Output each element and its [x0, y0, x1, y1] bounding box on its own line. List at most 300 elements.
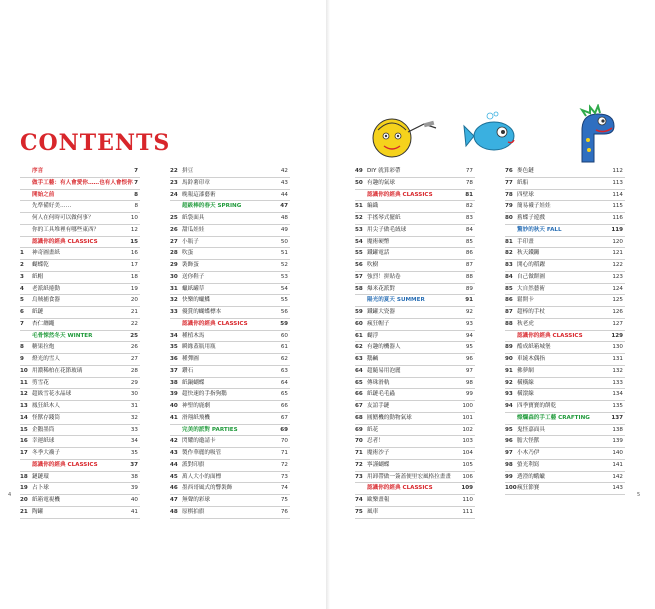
toc-entry-title: 開心的稻躍 — [517, 262, 545, 268]
toc-entry-number: 35 — [170, 344, 178, 351]
toc-entry — [505, 378, 625, 390]
toc-page-number: 39 — [130, 485, 138, 492]
toc-page-number: 75 — [280, 497, 288, 503]
toc-page-number: 109 — [461, 485, 473, 492]
toc-page-number: 56 — [280, 309, 288, 315]
toc-entry — [170, 260, 290, 272]
toc-entry — [20, 354, 140, 366]
toc-page-number: 61 — [280, 344, 288, 351]
toc-entry-number: 16 — [20, 438, 28, 445]
toc-entry-number: 33 — [170, 309, 178, 315]
toc-entry-title: 老派紙捲動 — [32, 285, 60, 292]
toc-entry-number: 13 — [20, 403, 28, 409]
blue-fish-character-illustration — [462, 110, 524, 158]
toc-page-number: 62 — [280, 356, 288, 362]
toc-page-number: 67 — [280, 414, 288, 421]
toc-entry-number: 51 — [355, 203, 363, 210]
toc-section-heading — [170, 425, 290, 437]
toc-entry-number: 98 — [505, 461, 513, 468]
toc-page-number: 84 — [465, 226, 473, 233]
toc-entry-title: 瞬緣蓋瓶用瓶 — [182, 344, 216, 351]
toc-entry-number: 79 — [505, 203, 513, 210]
toc-entry-title: 超棒的手杖 — [517, 309, 545, 315]
toc-entry-number: 48 — [170, 508, 178, 515]
toc-entry-number: 95 — [505, 426, 513, 433]
toc-entry-title: 小木乃伊 — [517, 450, 540, 456]
toc-page-number: 32 — [130, 414, 138, 421]
toc-entry — [170, 166, 290, 178]
toc-page-number: 137 — [611, 414, 623, 421]
toc-entry-number: 100 — [505, 485, 517, 492]
toc-entry-title: 紙袋面具 — [182, 215, 205, 221]
toc-entry-title: 鑽石 — [182, 367, 194, 374]
toc-entry-number: 1 — [20, 250, 24, 257]
toc-page-number: 55 — [280, 297, 288, 304]
toc-page-number: 96 — [465, 356, 473, 362]
toc-section-heading — [20, 331, 140, 343]
toc-entry-number: 19 — [20, 485, 28, 492]
toc-entry-title: 你的工具堆裡有哪些東西？ — [32, 226, 100, 233]
toc-section-heading — [20, 190, 140, 202]
toc-page-number: 140 — [612, 450, 623, 456]
toc-entry — [170, 495, 290, 507]
toc-page-number: 43 — [280, 179, 288, 186]
toc-entry — [505, 472, 625, 484]
toc-entry — [355, 460, 475, 472]
toc-entry-number: 29 — [170, 262, 178, 268]
toc-entry-title: 魔術硬幣 — [367, 238, 390, 245]
toc-entry — [170, 307, 290, 319]
toc-entry-title: 何人在何時可以做何事？ — [32, 215, 94, 221]
toc-entry — [355, 248, 475, 260]
toc-page-number: 66 — [280, 403, 288, 409]
toc-entry — [355, 436, 475, 448]
toc-entry-number: 6 — [20, 309, 24, 315]
toc-page-number: 78 — [465, 179, 473, 186]
toc-entry-title: 剪雪花 — [32, 379, 49, 386]
toc-entry-title: 認識你的經典 CLASSICS — [32, 461, 98, 468]
toc-page-number: 83 — [465, 215, 473, 221]
toc-entry — [170, 460, 290, 472]
toc-entry-title: 怪獸存錢筒 — [32, 414, 60, 421]
toc-entry-number: 10 — [20, 367, 28, 374]
toc-entry-title: 驚妙的秋天 FALL — [517, 226, 562, 233]
toc-page-number: 65 — [280, 391, 288, 398]
toc-page-number: 87 — [465, 262, 473, 268]
toc-entry-number: 37 — [170, 367, 178, 374]
toc-entry-title: 種彈圖 — [182, 356, 199, 362]
toc-entry-number: 8 — [20, 344, 24, 351]
toc-entry — [505, 307, 625, 319]
toc-entry — [20, 495, 140, 507]
toc-entry — [20, 448, 140, 460]
toc-page-number: 31 — [130, 403, 138, 409]
toc-entry-title: 吹蛋 — [182, 250, 194, 257]
toc-page-number: 101 — [462, 414, 473, 421]
toc-entry — [355, 307, 475, 319]
toc-entry-title: 做手工藝：有人會愛你……也有人會恨你 — [32, 179, 133, 186]
toc-entry-number: 71 — [355, 450, 363, 456]
toc-page-number: 88 — [465, 273, 473, 280]
toc-entry — [170, 507, 290, 519]
toc-entry — [355, 237, 475, 249]
toc-page-number: 59 — [280, 320, 288, 327]
toc-page-number: 8 — [134, 203, 138, 210]
toc-entry-number: 60 — [355, 320, 363, 327]
toc-entry-number: 25 — [170, 215, 178, 221]
toc-entry — [20, 366, 140, 378]
toc-entry-title: 寧謹蝴蝶 — [367, 461, 390, 468]
toc-page-number: 86 — [465, 250, 473, 257]
toc-page-number: 134 — [612, 391, 623, 398]
toc-entry-title: 優賞的蝴蝶標本 — [182, 309, 222, 315]
toc-entry — [505, 401, 625, 413]
toc-entry-number: 94 — [505, 403, 513, 409]
toc-entry-title: 滑翔紙飛機 — [182, 414, 210, 421]
toc-entry — [20, 307, 140, 319]
toc-page-number: 30 — [130, 391, 138, 398]
toc-page-number: 27 — [130, 356, 138, 362]
sock-puppet-dinosaur-illustration — [564, 104, 620, 164]
toc-page-number: 33 — [130, 426, 138, 433]
toc-entry-title: 瘋狂帽子 — [367, 320, 390, 327]
toc-entry-title: 超級棒的春天 SPRING — [182, 203, 242, 210]
toc-page-number: 41 — [130, 508, 138, 515]
toc-entry — [20, 483, 140, 495]
toc-entry-number: 53 — [355, 226, 363, 233]
toc-entry-title: 燈光的雪人 — [32, 356, 60, 362]
toc-entry-number: 86 — [505, 297, 513, 304]
toc-entry — [170, 178, 290, 190]
toc-entry-title: 麥色鏈 — [517, 168, 534, 174]
toc-entry-number: 69 — [355, 426, 363, 433]
toc-entry — [20, 213, 140, 225]
toc-page-number: 120 — [612, 238, 623, 245]
toc-entry — [20, 436, 140, 448]
toc-section-heading — [20, 166, 140, 178]
toc-entry-title: 超級雪花水晶球 — [32, 391, 72, 398]
toc-entry-number: 21 — [20, 508, 28, 515]
toc-entry-title: 紙船 — [517, 179, 529, 186]
toc-entry — [505, 425, 625, 437]
toc-entry-number: 4 — [20, 285, 24, 292]
toc-entry — [20, 507, 140, 519]
toc-column-2 — [170, 166, 290, 519]
toc-entry-title: 杏仁纏繩 — [32, 320, 55, 327]
toc-entry-title: 馬鈴薯印章 — [182, 179, 210, 186]
toc-entry-title: 先準備好美…… — [32, 203, 72, 210]
toc-section-heading — [170, 319, 290, 331]
toc-entry — [355, 319, 475, 331]
toc-page-number: 85 — [465, 238, 473, 245]
toc-section-heading — [355, 190, 475, 202]
toc-page-number: 94 — [465, 332, 473, 339]
toc-entry-title: 鬼怪嘉面具 — [517, 426, 545, 433]
toc-entry-title: 序言 — [32, 168, 44, 174]
toc-entry-title: 送你鞋子 — [182, 273, 205, 280]
toc-entry-title: 鵝鹹 — [367, 356, 379, 362]
toc-entry — [170, 378, 290, 390]
toc-page-number: 133 — [612, 379, 623, 386]
page-title: CONTENTS — [20, 130, 171, 156]
toc-page-number: 69 — [280, 426, 288, 433]
toc-page-number: 60 — [280, 332, 288, 339]
toc-entry-number: 81 — [505, 238, 513, 245]
toc-entry — [505, 295, 625, 307]
toc-page-number: 26 — [130, 344, 138, 351]
toc-entry-number: 65 — [355, 379, 363, 386]
toc-page-number: 113 — [612, 179, 623, 186]
toc-entry-number: 67 — [355, 403, 363, 409]
toc-entry-number: 26 — [170, 226, 178, 233]
toc-entry — [170, 248, 290, 260]
toc-entry — [170, 284, 290, 296]
toc-page-number: 89 — [465, 285, 473, 292]
toc-column-4 — [505, 166, 625, 495]
toc-entry-title: 爆米花派對 — [367, 285, 395, 292]
toc-entry-title: 橫滾線 — [517, 391, 534, 398]
toc-page-number: 22 — [130, 320, 138, 327]
toc-entry — [170, 295, 290, 307]
toc-page-number: 102 — [462, 426, 473, 433]
toc-entry-title: 螢光利寫 — [517, 461, 540, 468]
toc-entry-title: 認識你的經典 CLASSICS — [517, 332, 583, 339]
toc-entry-title: 蝴浮 — [367, 332, 379, 339]
toc-entry — [170, 366, 290, 378]
toc-section-heading — [20, 460, 140, 472]
toc-page-number: 64 — [280, 379, 288, 386]
toc-entry-title: 秋天鐵鑼 — [517, 250, 540, 257]
toc-page-number: 139 — [612, 438, 623, 445]
toc-page-number: 74 — [280, 485, 288, 492]
toc-entry — [355, 448, 475, 460]
toc-entry — [505, 342, 625, 354]
toc-entry-number: 12 — [20, 391, 28, 398]
toc-entry-title: 神奇圖畫紙 — [32, 250, 60, 257]
toc-entry-title: 大自然藝術 — [517, 285, 545, 292]
toc-entry-number: 5 — [20, 297, 24, 304]
toc-entry-number: 89 — [505, 344, 513, 351]
toc-entry-title: 認識你的經典 CLASSICS — [367, 191, 433, 198]
toc-page-number: 52 — [280, 262, 288, 268]
toc-entry — [170, 436, 290, 448]
toc-entry-title: 鏈鏈環 — [32, 473, 49, 480]
toc-page-number: 132 — [612, 367, 623, 374]
toc-entry — [355, 495, 475, 507]
toc-entry-number: 96 — [505, 438, 513, 445]
toc-entry-title: 編織 — [367, 203, 379, 210]
toc-entry-title: 用濃稀柏在花節玻璃 — [32, 367, 83, 374]
toc-entry — [355, 284, 475, 296]
yellow-ball-character-illustration — [368, 110, 440, 162]
toc-entry-title: 膽大怪獸 — [517, 438, 540, 445]
toc-page-number: 119 — [611, 226, 623, 233]
toc-entry-number: 41 — [170, 414, 178, 421]
toc-page-number: 38 — [130, 473, 138, 480]
toc-entry-number: 83 — [505, 262, 513, 268]
toc-page-number: 35 — [130, 450, 138, 456]
toc-entry-title: 認識你的經典 CLASSICS — [367, 485, 433, 492]
toc-entry-title: 燦爛森的手工藝 CRAFTING — [517, 414, 590, 421]
toc-column-3 — [355, 166, 475, 519]
toc-entry-title: 手印畫 — [517, 238, 534, 245]
toc-page-number: 21 — [130, 309, 138, 315]
toc-entry-title: 陶罐 — [32, 508, 44, 515]
toc-entry — [355, 354, 475, 366]
toc-entry-title: 四壁球 — [517, 191, 534, 198]
toc-page-number: 91 — [465, 297, 473, 304]
toc-entry-title: 四季寶寶的餅乾 — [517, 403, 557, 409]
toc-entry-title: 友誼手鏈 — [367, 403, 390, 409]
toc-entry — [355, 260, 475, 272]
toc-page-number: 7 — [134, 179, 138, 186]
toc-entry-title: 傳珠滑軌 — [367, 379, 390, 386]
toc-entry-number: 34 — [170, 332, 178, 339]
toc-entry — [170, 413, 290, 425]
toc-entry-title: 完美的派對 PARTIES — [182, 426, 238, 433]
toc-entry — [20, 342, 140, 354]
toc-entry — [505, 436, 625, 448]
toc-entry-title: 有趣的機器人 — [367, 344, 401, 351]
toc-page-number: 25 — [130, 332, 138, 339]
toc-entry — [170, 389, 290, 401]
toc-page-number: 77 — [465, 168, 473, 174]
toc-entry-title: 車繞木偶指 — [517, 356, 545, 362]
toc-entry-title: 毛骨悚然冬天 WINTER — [32, 332, 93, 339]
toc-entry — [170, 401, 290, 413]
toc-entry-number: 18 — [20, 473, 28, 480]
toc-entry — [170, 342, 290, 354]
toc-entry-title: 有趣的氣球 — [367, 179, 395, 186]
toc-page-number: 18 — [130, 273, 138, 280]
toc-entry — [505, 389, 625, 401]
toc-entry-title: 手搖琴式擺紙 — [367, 215, 401, 221]
toc-entry-title: 裝飾蛋 — [182, 262, 199, 268]
toc-entry-title: 閃耀的邀請卡 — [182, 438, 216, 445]
toc-page-number: 12 — [130, 226, 138, 233]
toc-entry-title: 原棋拍旗 — [182, 508, 205, 515]
toc-page-number: 72 — [280, 461, 288, 468]
toc-page-number: 110 — [462, 497, 473, 503]
toc-page-number: 53 — [280, 273, 288, 280]
toc-page-number: 98 — [465, 379, 473, 386]
toc-section-heading — [20, 237, 140, 249]
toc-entry-number: 32 — [170, 297, 178, 304]
toc-page-number: 81 — [465, 191, 473, 198]
toc-entry-title: 紙花 — [367, 426, 379, 433]
toc-page-number: 143 — [612, 485, 623, 492]
toc-page-number: 116 — [612, 215, 623, 221]
toc-entry-number: 66 — [355, 391, 363, 398]
toc-entry-number: 11 — [20, 379, 28, 386]
toc-entry — [505, 190, 625, 202]
toc-entry — [20, 472, 140, 484]
toc-entry — [355, 389, 475, 401]
toc-entry-title: 鐵罐電話 — [367, 250, 390, 257]
toc-entry-title: 鳳狂紙木人 — [32, 403, 60, 409]
toc-entry-title: 蠟紙罐草 — [182, 285, 205, 292]
toc-entry-title: 簡易襪子娃娃 — [517, 203, 551, 210]
page-number-right: 5 — [637, 492, 641, 498]
toc-page-number: 95 — [465, 344, 473, 351]
toc-section-heading — [20, 178, 140, 190]
toc-entry-number: 70 — [355, 438, 363, 445]
toc-section-heading — [505, 331, 625, 343]
toc-page-number: 142 — [612, 473, 623, 480]
toc-entry-number: 78 — [505, 191, 513, 198]
toc-entry-title: 鐵罐大瓷器 — [367, 309, 395, 315]
toc-entry — [170, 331, 290, 343]
toc-entry-number: 72 — [355, 461, 363, 468]
toc-page-number: 15 — [130, 238, 138, 245]
toc-page-number: 99 — [465, 391, 473, 398]
toc-page-number: 126 — [612, 309, 623, 315]
toc-entry-number: 17 — [20, 450, 28, 456]
toc-entry — [170, 225, 290, 237]
toc-entry — [355, 178, 475, 190]
toc-entry-title: 魔術沙子 — [367, 450, 390, 456]
toc-entry-title: 自己做餅圖 — [517, 273, 545, 280]
toc-entry-title: 紙帽 — [32, 273, 44, 280]
toc-entry-title: 認識你的經典 CLASSICS — [182, 320, 248, 327]
toc-entry — [355, 401, 475, 413]
toc-entry-title: 無聲的彩球 — [182, 497, 210, 503]
toc-entry — [505, 354, 625, 366]
toc-entry — [20, 319, 140, 331]
toc-entry-number: 77 — [505, 179, 513, 186]
toc-entry-title: 陽光的夏天 SUMMER — [367, 297, 425, 304]
toc-page-number: 40 — [130, 497, 138, 503]
toc-entry-number: 57 — [355, 273, 363, 280]
toc-page-number: 19 — [130, 285, 138, 292]
toc-page-number: 44 — [280, 191, 288, 198]
toc-entry-number: 9 — [20, 356, 24, 362]
toc-entry — [170, 483, 290, 495]
toc-page-number: 103 — [462, 438, 473, 445]
toc-entry — [355, 472, 475, 484]
toc-section-heading — [170, 201, 290, 213]
toc-entry — [355, 272, 475, 284]
toc-page-number: 114 — [612, 191, 623, 198]
toc-page-number: 127 — [612, 320, 623, 327]
toc-entry — [20, 272, 140, 284]
toc-entry-number: 46 — [170, 485, 178, 492]
toc-entry — [20, 413, 140, 425]
toc-page-number: 7 — [134, 168, 138, 174]
toc-entry — [20, 260, 140, 272]
toc-entry-number: 90 — [505, 356, 513, 362]
toc-entry — [170, 237, 290, 249]
toc-entry-number: 52 — [355, 215, 363, 221]
toc-entry — [20, 201, 140, 213]
toc-entry — [505, 284, 625, 296]
toc-page-number: 16 — [130, 250, 138, 257]
toc-page-number: 93 — [465, 320, 473, 327]
toc-page-number: 97 — [465, 367, 473, 374]
toc-page-number: 10 — [130, 215, 138, 221]
toc-entry-number: 82 — [505, 250, 513, 257]
toc-entry — [20, 248, 140, 260]
toc-page-number: 125 — [612, 297, 623, 304]
toc-entry-number: 45 — [170, 473, 178, 480]
toc-entry-title: 紙箱電視機 — [32, 497, 60, 503]
toc-entry — [505, 366, 625, 378]
toc-entry — [355, 213, 475, 225]
toc-entry-number: 93 — [505, 391, 513, 398]
toc-entry-number: 76 — [505, 168, 513, 174]
toc-page-number: 106 — [462, 473, 473, 480]
toc-page-number: 8 — [134, 191, 138, 198]
